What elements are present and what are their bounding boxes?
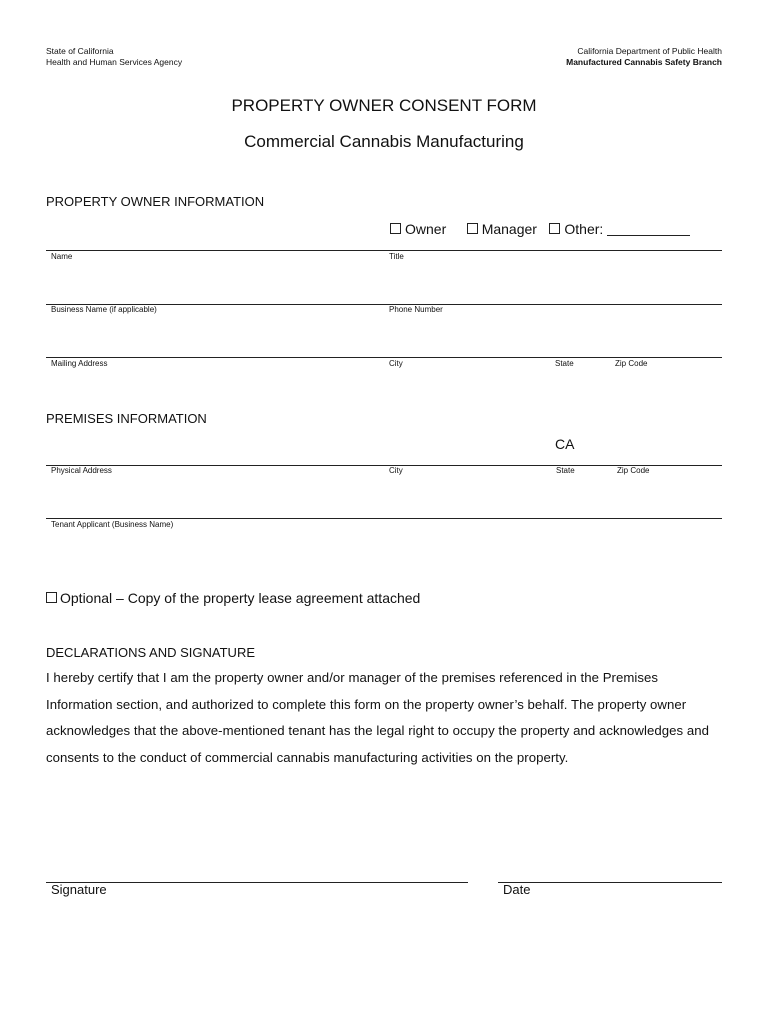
header-right: [566, 46, 722, 68]
form-subtitle: Commercial Cannabis Manufacturing: [244, 132, 524, 151]
signature-label: Signature: [51, 882, 107, 897]
date-line[interactable]: [498, 882, 722, 883]
mailing-zip-label: Zip Code: [615, 359, 648, 368]
role-option-other[interactable]: Other:: [549, 221, 690, 237]
premises-state-value[interactable]: CA: [555, 436, 575, 452]
manager-checkbox[interactable]: [467, 223, 478, 234]
header-left: [46, 46, 182, 68]
premises-zip-label: Zip Code: [617, 466, 650, 475]
business-name-label: Business Name (if applicable): [51, 305, 157, 314]
header-agency: Health and Human Services Agency: [46, 57, 183, 67]
header-department: California Department of Public Health: [577, 46, 722, 56]
other-checkbox[interactable]: [549, 223, 560, 234]
owner-checkbox[interactable]: [390, 223, 401, 234]
mailing-city-label: City: [389, 359, 403, 368]
mailing-address-line[interactable]: [46, 357, 722, 358]
signature-line[interactable]: [46, 882, 468, 883]
name-label: Name: [51, 252, 73, 261]
role-options: [390, 221, 690, 239]
lease-agreement-checkbox[interactable]: [46, 592, 57, 603]
date-label: Date: [503, 882, 531, 897]
owner-section-heading: PROPERTY OWNER INFORMATION: [46, 194, 265, 209]
tenant-applicant-label: Tenant Applicant (Business Name): [51, 520, 174, 529]
lease-agreement-label: Optional – Copy of the property lease agreement attached: [60, 590, 421, 606]
header-state: State of California: [46, 46, 114, 56]
role-option-manager[interactable]: Manager: [467, 221, 537, 237]
title-label: Title: [389, 252, 404, 261]
mailing-state-label: State: [555, 359, 574, 368]
other-blank-field[interactable]: [607, 223, 690, 236]
physical-address-label: Physical Address: [51, 466, 112, 475]
tenant-applicant-line[interactable]: [46, 518, 722, 519]
role-option-owner[interactable]: Owner: [390, 221, 446, 237]
name-title-line[interactable]: [46, 250, 722, 251]
header-branch: Manufactured Cannabis Safety Branch: [566, 57, 722, 67]
premises-city-label: City: [389, 466, 403, 475]
phone-number-label: Phone Number: [389, 305, 443, 314]
form-title: PROPERTY OWNER CONSENT FORM: [231, 96, 537, 115]
premises-section-heading: PREMISES INFORMATION: [46, 411, 207, 426]
premises-state-label: State: [556, 466, 575, 475]
mailing-address-label: Mailing Address: [51, 359, 108, 368]
declaration-text: I hereby certify that I am the property owner and/or manager of the premises referenced in the Premises Information section, and authorized to complete this form on the property owner’s behalf. The property owner acknowledges that the above-mentioned tenant has the legal right to occupy the property and acknowledges and consents to the conduct of commercial cannabis manufacturing activities on the property.: [46, 670, 710, 765]
lease-agreement-option[interactable]: [46, 590, 420, 606]
declarations-heading: DECLARATIONS AND SIGNATURE: [46, 645, 255, 660]
